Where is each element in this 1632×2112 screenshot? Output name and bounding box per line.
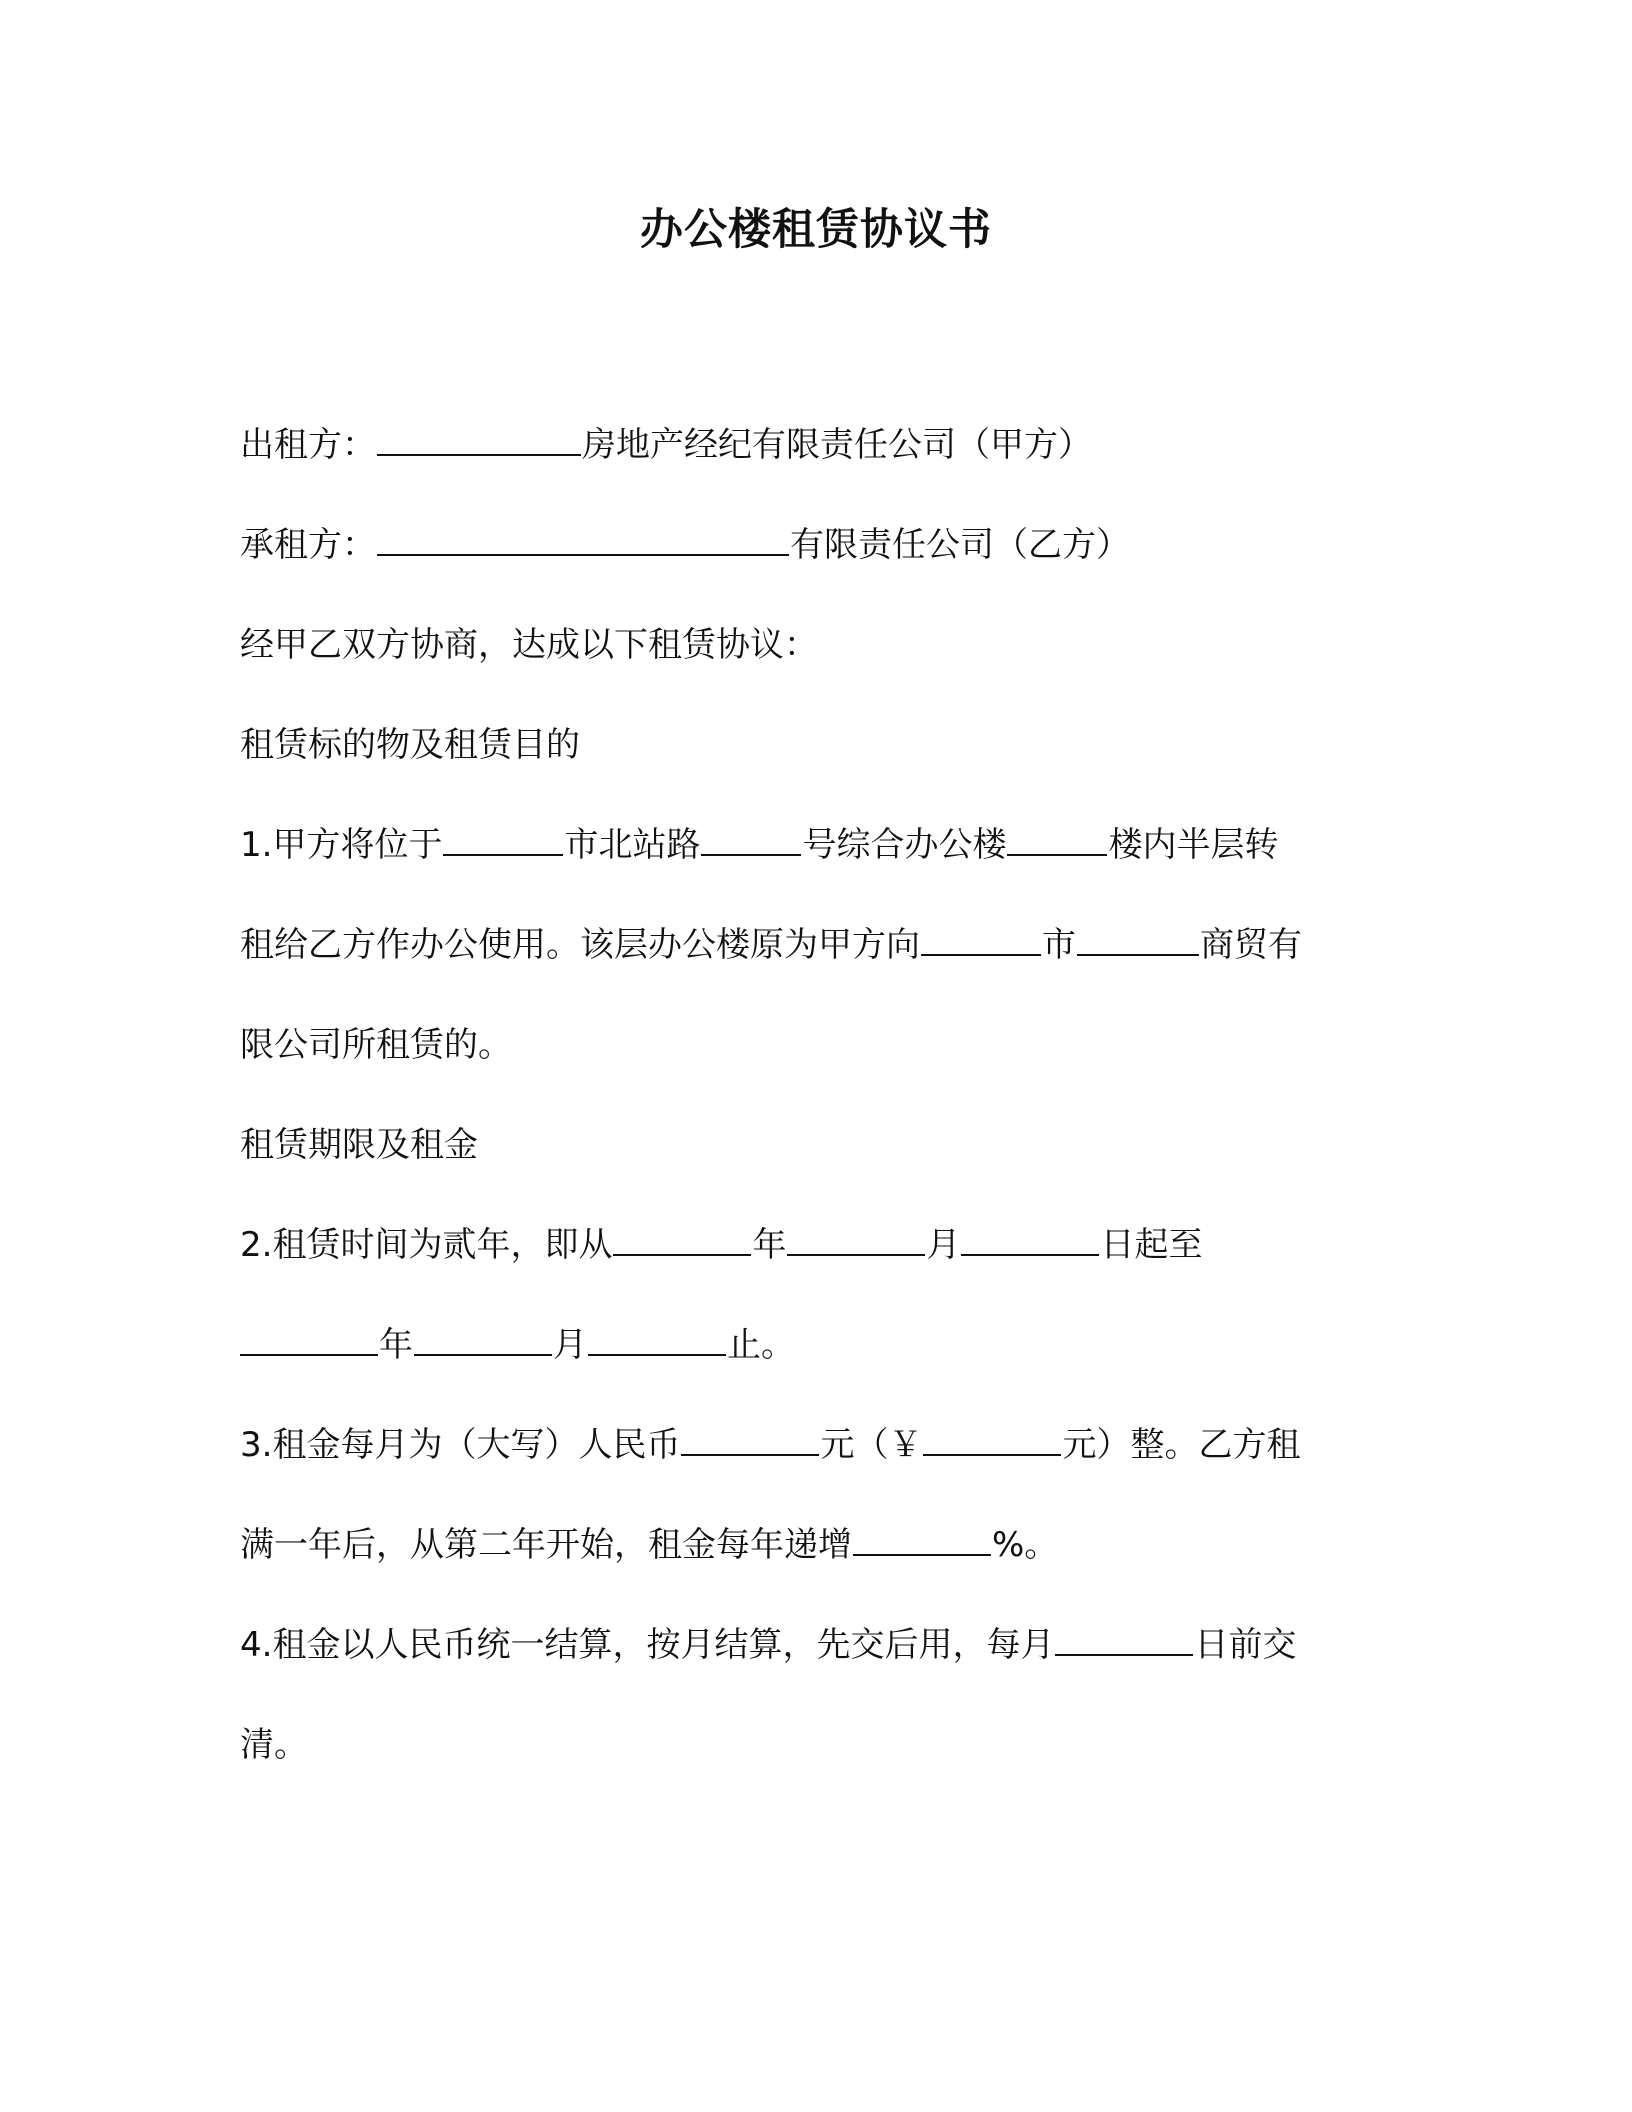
lessee-label: 承租方： xyxy=(240,525,376,565)
clause-2-text: 年 xyxy=(379,1325,413,1365)
origin-company-blank xyxy=(1077,924,1199,956)
clause-2-text: 止。 xyxy=(727,1325,795,1365)
clause-1-text: 楼内半层转 xyxy=(1108,825,1279,865)
clause-2-line-2 xyxy=(240,1322,795,1368)
clause-2-line-1 xyxy=(240,1222,1202,1268)
lessor-label: 出租方： xyxy=(240,425,376,465)
clause-4-text: 日前交 xyxy=(1194,1625,1297,1665)
lessor-line xyxy=(240,422,1092,468)
end-year-blank xyxy=(240,1324,378,1356)
clause-3-text: 元（￥ xyxy=(820,1425,923,1465)
rent-amount-figure-blank xyxy=(923,1424,1061,1456)
clause-1-text: 商贸有 xyxy=(1200,925,1302,965)
rent-increase-blank xyxy=(853,1524,991,1556)
section-heading-term-rent: 租赁期限及租金 xyxy=(240,1125,478,1165)
clause-1-line-2 xyxy=(240,922,1302,968)
end-month-blank xyxy=(414,1324,552,1356)
origin-city-blank xyxy=(921,924,1041,956)
clause-4-line-1 xyxy=(240,1622,1296,1668)
clause-3-line-2 xyxy=(240,1522,1058,1568)
clause-1-text: 市北站路 xyxy=(564,825,701,865)
clause-2-text: 年 xyxy=(752,1225,787,1265)
street-number-blank xyxy=(701,824,801,856)
clause-2-text: 日起至 xyxy=(1100,1225,1203,1265)
clause-3-text: 满一年后，从第二年开始，租金每年递增 xyxy=(240,1525,852,1565)
section-heading-subject: 租赁标的物及租赁目的 xyxy=(240,725,580,765)
clause-3-text: 3.租金每月为（大写）人民币 xyxy=(240,1425,681,1465)
clause-1-line-3: 限公司所租赁的。 xyxy=(240,1025,512,1065)
end-day-blank xyxy=(588,1324,726,1356)
lessee-name-blank xyxy=(377,524,789,556)
payment-day-blank xyxy=(1055,1624,1193,1656)
clause-4-text: 4.租金以人民币统一结算，按月结算，先交后用，每月 xyxy=(240,1625,1055,1665)
rent-amount-words-blank xyxy=(681,1424,819,1456)
clause-1-text: 1.甲方将位于 xyxy=(240,825,443,865)
clause-2-text: 月 xyxy=(926,1225,961,1265)
clause-3-text: %。 xyxy=(992,1525,1059,1565)
clause-1-text: 市 xyxy=(1042,925,1076,965)
city-blank xyxy=(443,824,563,856)
clause-1-text: 号综合办公楼 xyxy=(802,825,1007,865)
clause-1-line-1 xyxy=(240,822,1278,868)
clause-2-text: 月 xyxy=(553,1325,587,1365)
document-title: 办公楼租赁协议书 xyxy=(640,205,992,255)
lessor-suffix: 房地产经纪有限责任公司（甲方） xyxy=(582,425,1092,465)
lessor-name-blank xyxy=(377,424,581,456)
floor-blank xyxy=(1007,824,1107,856)
start-day-blank xyxy=(961,1224,1099,1256)
lessee-suffix: 有限责任公司（乙方） xyxy=(790,525,1130,565)
clause-1-text: 租给乙方作办公使用。该层办公楼原为甲方向 xyxy=(240,925,920,965)
clause-3-line-1 xyxy=(240,1422,1300,1468)
clause-3-text: 元）整。乙方租 xyxy=(1062,1425,1301,1465)
start-month-blank xyxy=(787,1224,925,1256)
lessee-line xyxy=(240,522,1130,568)
clause-2-text: 2.租赁时间为贰年，即从 xyxy=(240,1225,613,1265)
clause-4-line-2: 清。 xyxy=(240,1725,308,1765)
intro-paragraph: 经甲乙双方协商，达成以下租赁协议： xyxy=(240,625,818,665)
start-year-blank xyxy=(613,1224,751,1256)
